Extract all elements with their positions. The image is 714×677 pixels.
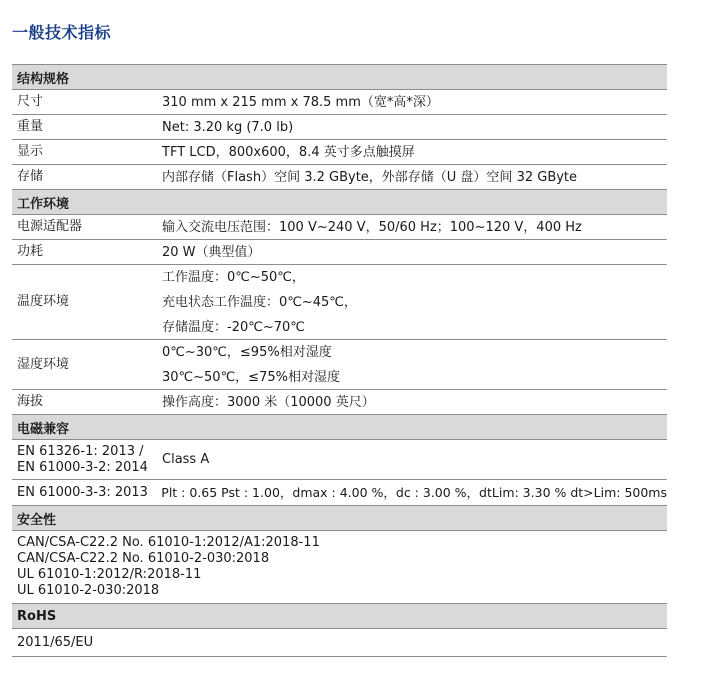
row-label: 温度环境 bbox=[17, 294, 70, 309]
table-row bbox=[12, 390, 667, 415]
safety-standards: CAN/CSA-C22.2 No. 61010-1:2012/A1:2018-11 CAN/CSA-C22.2 No. 61010-2-030:2018 UL 61010-1:2012/R:2018-11 UL 61010-2-030:2018 bbox=[12, 531, 667, 604]
row-value: 20 W（典型值） bbox=[162, 244, 261, 260]
table-row bbox=[12, 480, 667, 506]
table-row bbox=[12, 115, 667, 140]
row-label: 存储 bbox=[17, 169, 44, 184]
section-header-rohs: RoHS bbox=[12, 604, 667, 629]
row-label: 显示 bbox=[17, 144, 44, 159]
page-title: 一般技术指标 bbox=[12, 23, 112, 42]
row-label: EN 61326-1: 2013 / EN 61000-3-2: 2014 bbox=[17, 443, 148, 475]
rohs-directive: 2011/65/EU bbox=[12, 629, 667, 657]
row-value: 0℃~30℃，≤95%相对湿度 30℃~50℃，≤75%相对湿度 bbox=[162, 344, 340, 385]
row-value: 内部存储（Flash）空间 3.2 GByte，外部存储（U 盘）空间 32 GByte bbox=[162, 169, 578, 185]
row-label: 海拔 bbox=[17, 394, 44, 409]
row-value: Net: 3.20 kg (7.0 lb) bbox=[162, 119, 294, 135]
section-header-environment: 工作环境 bbox=[12, 190, 667, 215]
row-value: 输入交流电压范围：100 V~240 V，50/60 Hz；100~120 V，400 Hz bbox=[162, 219, 582, 235]
table-row bbox=[12, 140, 667, 165]
row-label: 尺寸 bbox=[17, 94, 44, 109]
row-label: EN 61000-3-3: 2013 bbox=[17, 484, 148, 500]
row-label: 功耗 bbox=[17, 244, 44, 259]
table-row bbox=[12, 440, 667, 480]
row-label: 重量 bbox=[17, 119, 44, 134]
row-value: TFT LCD，800x600，8.4 英寸多点触摸屏 bbox=[162, 144, 415, 160]
table-row bbox=[12, 265, 667, 340]
row-value: 操作高度：3000 米（10000 英尺） bbox=[162, 394, 375, 410]
table-row bbox=[12, 240, 667, 265]
section-header-emc: 电磁兼容 bbox=[12, 415, 667, 440]
row-value: 工作温度：0℃~50℃， 充电状态工作温度：0℃~45℃， 存储温度：-20℃~70℃ bbox=[162, 269, 357, 335]
row-value: Plt : 0.65 Pst : 1.00，dmax : 4.00 %，dc : 3.00 %，dtLim: 3.30 % dt>Lim: 500ms bbox=[161, 485, 667, 500]
section-header-safety: 安全性 bbox=[12, 506, 667, 531]
table-row bbox=[12, 215, 667, 240]
row-label: 电源适配器 bbox=[17, 219, 83, 234]
section-header-structure: 结构规格 bbox=[12, 65, 667, 90]
row-value: Class A bbox=[162, 452, 210, 467]
table-row bbox=[12, 165, 667, 190]
table-row bbox=[12, 340, 667, 390]
row-label: 湿度环境 bbox=[17, 356, 70, 372]
table-row bbox=[12, 90, 667, 115]
spec-table bbox=[12, 64, 667, 657]
row-value: 310 mm x 215 mm x 78.5 mm（宽*高*深） bbox=[162, 94, 439, 110]
